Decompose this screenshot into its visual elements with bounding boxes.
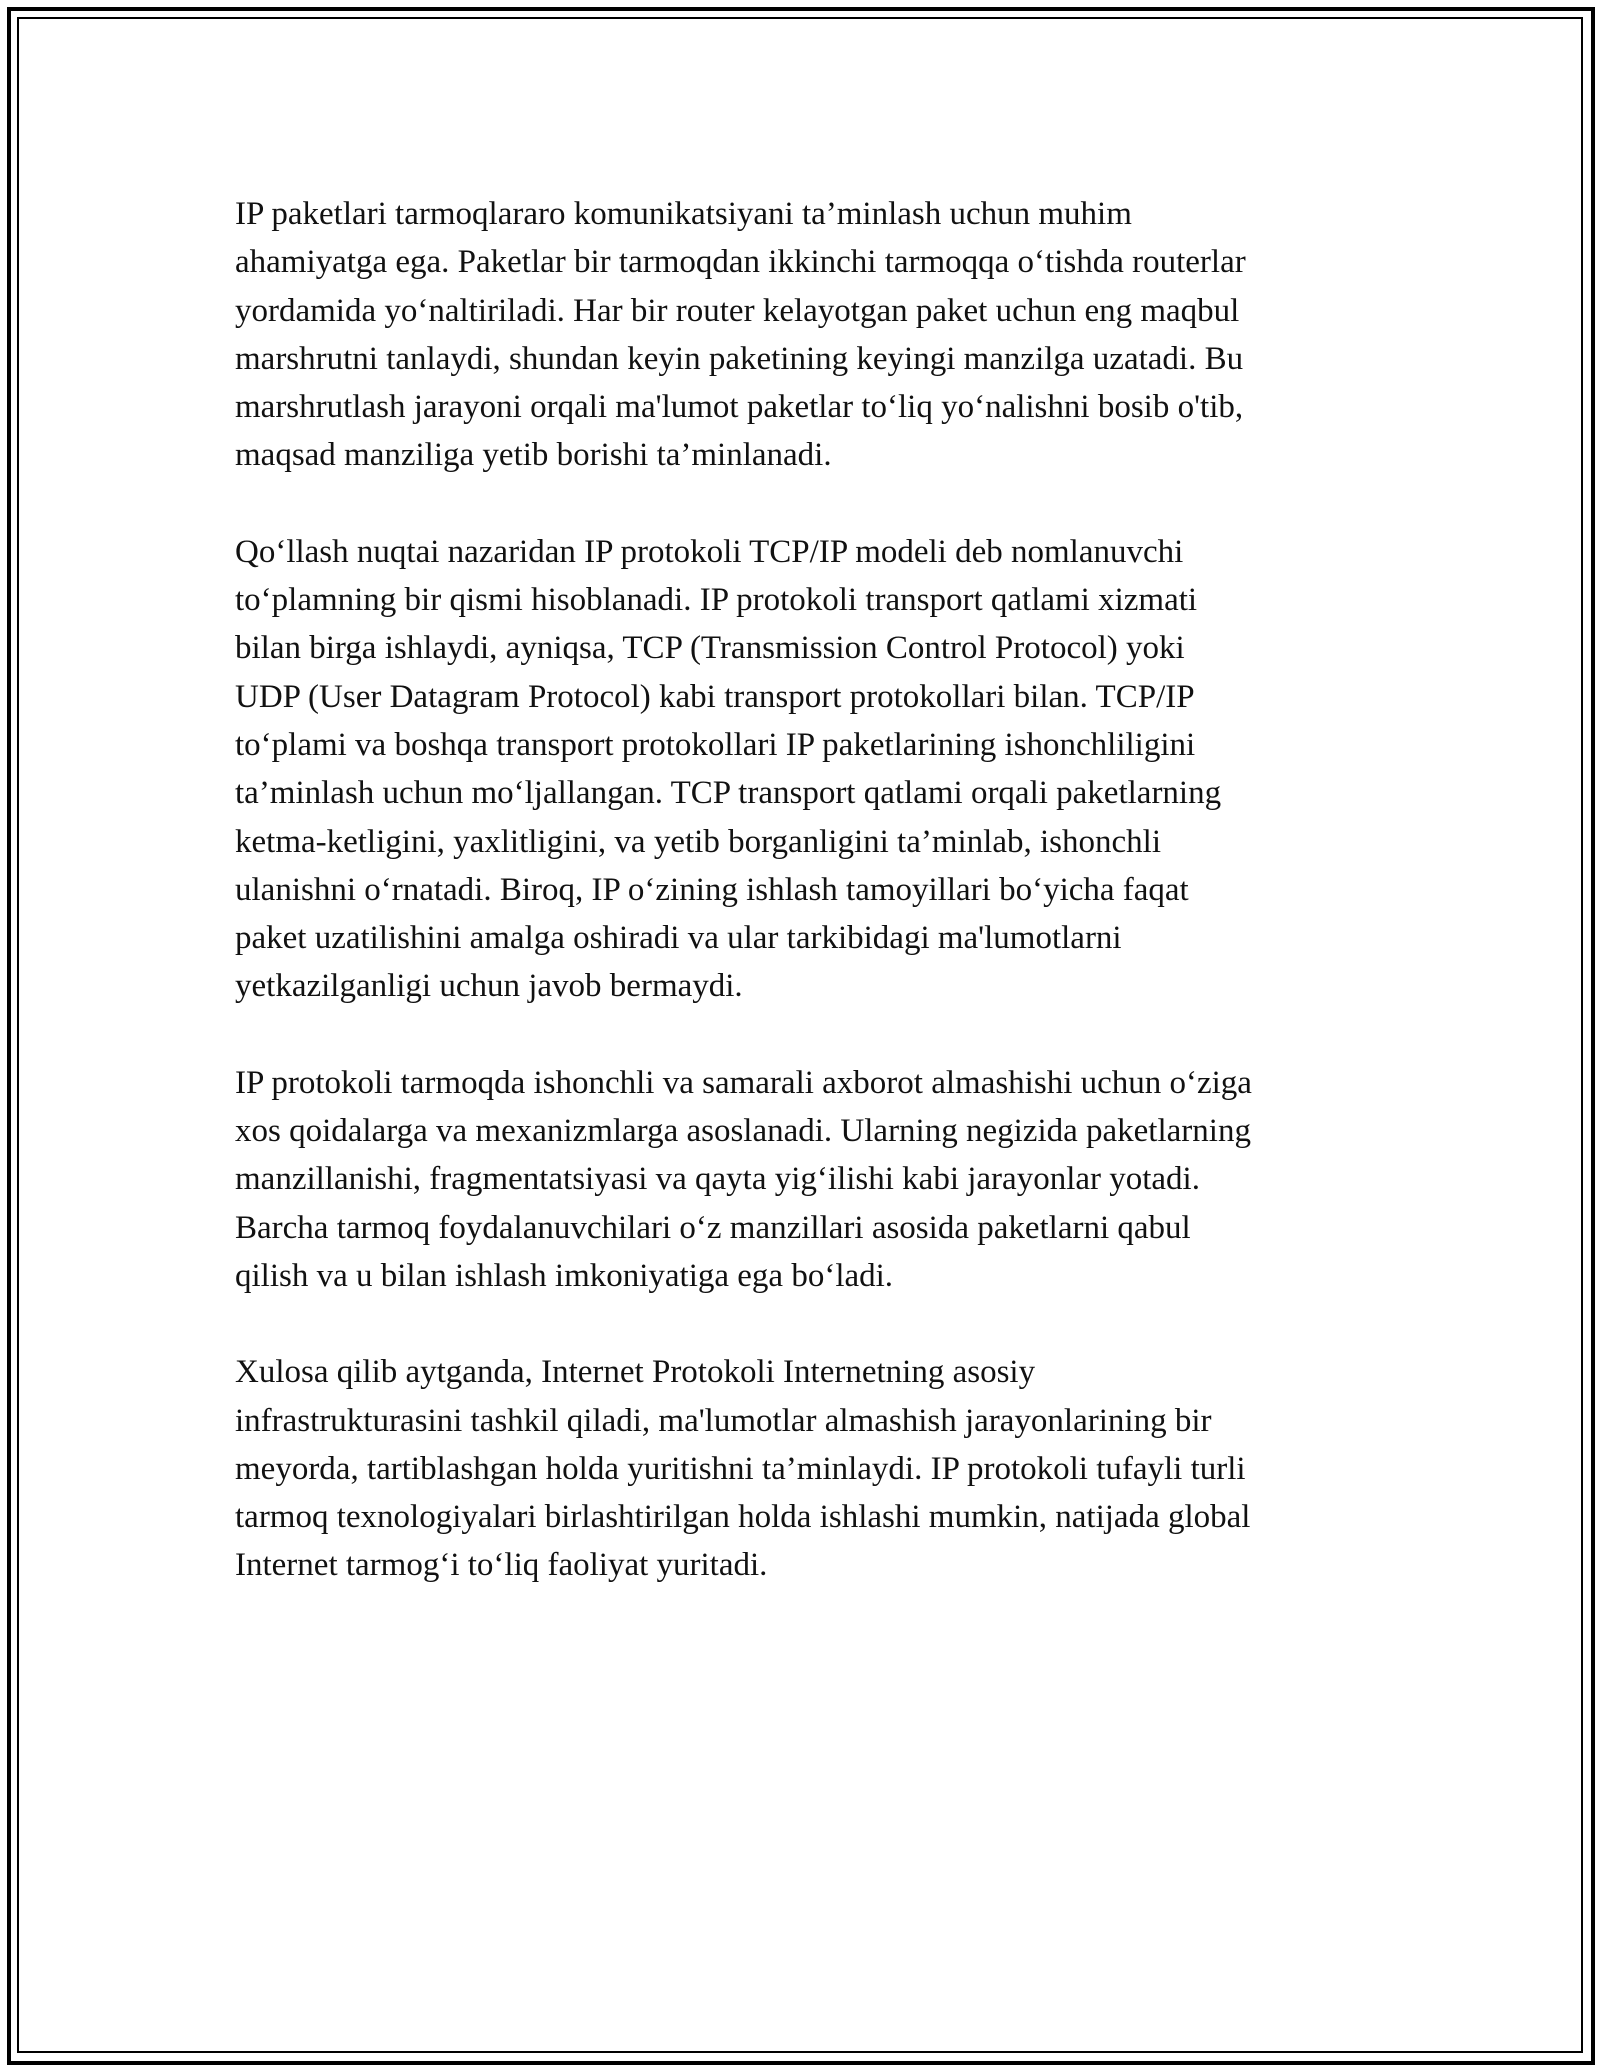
text-line: marshrutni tanlaydi, shundan keyin paketining keyingi manzilga uzatadi. Bu: [235, 340, 1244, 377]
text-line: Internet tarmog‘i to‘liq faoliyat yuritadi.: [235, 1547, 768, 1584]
text-line: bilan birga ishlaydi, ayniqsa, TCP (Transmission Control Protocol) yoki: [235, 630, 1185, 667]
text-line: Barcha tarmoq foydalanuvchilari o‘z manzillari asosida paketlarni qabul: [235, 1209, 1191, 1246]
text-line: IP protokoli tarmoqda ishonchli va samarali axborot almashishi uchun o‘ziga: [235, 1064, 1252, 1101]
text-line: UDP (User Datagram Protocol) kabi transport protokollari bilan. TCP/IP: [235, 678, 1195, 715]
text-line: paket uzatilishini amalga oshiradi va ular tarkibidagi ma'lumotlarni: [235, 920, 1122, 957]
document-body: [235, 190, 1385, 1638]
paragraph-4: [235, 1348, 1385, 1589]
paragraph-2: [235, 528, 1385, 1011]
text-line: ta’minlash uchun mo‘ljallangan. TCP transport qatlami orqali paketlarning: [235, 775, 1222, 812]
text-line: manzillanishi, fragmentatsiyasi va qayta yig‘ilishi kabi jarayonlar yotadi.: [235, 1161, 1200, 1198]
text-line: yordamida yo‘naltiriladi. Har bir router kelayotgan paket uchun eng maqbul: [235, 292, 1240, 329]
paragraph-3: [235, 1059, 1385, 1300]
text-line: marshrutlash jarayoni orqali ma'lumot paketlar to‘liq yo‘nalishni bosib o'tib,: [235, 389, 1244, 426]
text-line: meyorda, tartiblashgan holda yuritishni ta’minlaydi. IP protokoli tufayli turli: [235, 1450, 1246, 1487]
text-line: infrastrukturasini tashkil qiladi, ma'lumotlar almashish jarayonlarining bir: [235, 1402, 1212, 1439]
text-line: Xulosa qilib aytganda, Internet Protokoli Internetning asosiy: [235, 1354, 1036, 1391]
text-line: Qo‘llash nuqtai nazaridan IP protokoli TCP/IP modeli deb nomlanuvchi: [235, 533, 1184, 570]
text-line: qilish va u bilan ishlash imkoniyatiga ega bo‘ladi.: [235, 1257, 894, 1294]
text-line: to‘plami va boshqa transport protokollari IP paketlarining ishonchliligini: [235, 726, 1196, 763]
text-line: to‘plamning bir qismi hisoblanadi. IP protokoli transport qatlami xizmati: [235, 582, 1198, 619]
text-line: xos qoidalarga va mexanizmlarga asoslanadi. Ularning negizida paketlarning: [235, 1113, 1251, 1150]
text-line: IP paketlari tarmoqlararo komunikatsiyani ta’minlash uchun muhim: [235, 196, 1132, 232]
text-line: maqsad manziliga yetib borishi ta’minlanadi.: [235, 437, 832, 474]
text-line: tarmoq texnologiyalari birlashtirilgan holda ishlashi mumkin, natijada global: [235, 1499, 1251, 1536]
text-line: ketma-ketligini, yaxlitligini, va yetib borganligini ta’minlab, ishonchli: [235, 823, 1161, 860]
paragraph-1: [235, 190, 1385, 480]
text-line: ahamiyatga ega. Paketlar bir tarmoqdan ikkinchi tarmoqqa o‘tishda routerlar: [235, 244, 1246, 281]
text-line: ulanishni o‘rnatadi. Biroq, IP o‘zining ishlash tamoyillari bo‘yicha faqat: [235, 871, 1189, 908]
text-line: yetkazilganligi uchun javob bermaydi.: [235, 968, 743, 1005]
